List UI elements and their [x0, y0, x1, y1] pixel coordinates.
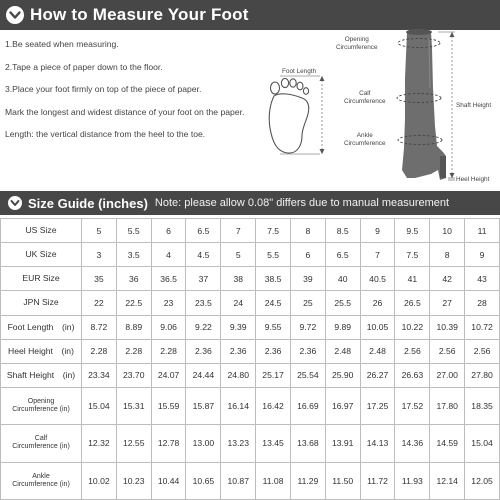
table-cell: 17.80: [430, 387, 465, 424]
calf-line2: Circumference: [344, 97, 386, 105]
table-cell: 41: [395, 267, 430, 291]
table-row: [1, 267, 500, 291]
table-cell: 37: [186, 267, 221, 291]
table-cell: 9.89: [325, 315, 360, 339]
table-cell: 39: [290, 267, 325, 291]
table-cell: 7: [221, 219, 256, 243]
row-label: JPN Size: [1, 291, 82, 315]
table-cell: 7.5: [256, 219, 291, 243]
table-cell: 13.00: [186, 425, 221, 462]
opening-line2: Circumference: [336, 43, 378, 51]
table-row: [1, 387, 500, 424]
calf-line1: Calf: [359, 90, 371, 97]
chevron-down-icon: [6, 6, 24, 24]
table-cell: 42: [430, 267, 465, 291]
row-label-line1: Calf: [34, 435, 48, 443]
table-cell: 40: [325, 267, 360, 291]
table-cell: 23.5: [186, 291, 221, 315]
table-cell: 10: [430, 219, 465, 243]
table-cell: 5.5: [116, 219, 151, 243]
table-row: [1, 219, 500, 243]
table-cell: 27: [430, 291, 465, 315]
table-cell: 12.55: [116, 425, 151, 462]
table-row: [1, 243, 500, 267]
table-cell: 8: [290, 219, 325, 243]
table-cell: 2.56: [395, 339, 430, 363]
table-cell: 10.22: [395, 315, 430, 339]
row-label: [1, 462, 82, 499]
table-cell: 15.04: [465, 425, 500, 462]
table-cell: 12.14: [430, 462, 465, 499]
row-label-line2: Circumference (in): [12, 480, 70, 488]
table-cell: 11.72: [360, 462, 395, 499]
instructions: [5, 38, 270, 151]
row-label: [1, 425, 82, 462]
table-cell: 23.34: [82, 363, 117, 387]
table-cell: 7.5: [395, 243, 430, 267]
table-cell: 25.54: [290, 363, 325, 387]
table-cell: 2.36: [221, 339, 256, 363]
table-cell: 2.36: [256, 339, 291, 363]
instruction-length: Length: the vertical distance from the heel to the toe.: [5, 129, 206, 139]
table-cell: 2.48: [360, 339, 395, 363]
table-row: [1, 315, 500, 339]
opening-line1: Opening: [344, 36, 369, 43]
table-cell: 8: [430, 243, 465, 267]
size-table: [0, 218, 500, 500]
table-cell: 26.63: [395, 363, 430, 387]
table-cell: 14.13: [360, 425, 395, 462]
table-cell: 2.28: [116, 339, 151, 363]
table-cell: 8.89: [116, 315, 151, 339]
foot-length-label: Foot Length: [282, 68, 317, 75]
table-cell: 10.87: [221, 462, 256, 499]
table-cell: 36: [116, 267, 151, 291]
table-cell: 10.05: [360, 315, 395, 339]
table-row: [1, 462, 500, 499]
chevron-down-icon: [8, 196, 22, 210]
table-cell: 3.5: [116, 243, 151, 267]
table-cell: 12.05: [465, 462, 500, 499]
heel-height-label: Heel Height: [456, 176, 490, 183]
table-cell: 25: [290, 291, 325, 315]
table-cell: 7: [360, 243, 395, 267]
opening-circumference-label: [336, 36, 378, 51]
table-row: [1, 291, 500, 315]
table-cell: 9.22: [186, 315, 221, 339]
table-cell: 16.69: [290, 387, 325, 424]
table-cell: 10.65: [186, 462, 221, 499]
table-cell: 27.00: [430, 363, 465, 387]
foot-outline-icon: [262, 62, 340, 162]
ankle-line1: Ankle: [356, 132, 373, 139]
table-cell: 24.80: [221, 363, 256, 387]
size-guide-title: Size Guide (inches): [28, 195, 148, 211]
table-cell: 14.59: [430, 425, 465, 462]
table-cell: 2.36: [290, 339, 325, 363]
table-cell: 26: [360, 291, 395, 315]
table-cell: 17.25: [360, 387, 395, 424]
table-cell: 2.56: [465, 339, 500, 363]
row-label: EUR Size: [1, 267, 82, 291]
table-cell: 9.72: [290, 315, 325, 339]
table-cell: 18.35: [465, 387, 500, 424]
instruction-step-3: 3.Place your foot firmly on top of the piece of paper.: [5, 84, 202, 94]
row-label: US Size: [1, 219, 82, 243]
table-cell: 9.55: [256, 315, 291, 339]
table-cell: 15.59: [151, 387, 186, 424]
table-cell: 15.31: [116, 387, 151, 424]
row-label: Heel Height (in): [1, 339, 82, 363]
table-cell: 9.06: [151, 315, 186, 339]
table-cell: 10.72: [465, 315, 500, 339]
ankle-line2: Circumference: [344, 139, 386, 147]
table-cell: 28: [465, 291, 500, 315]
table-cell: 35: [82, 267, 117, 291]
ankle-circumference-label: [344, 132, 386, 147]
table-cell: 2.28: [151, 339, 186, 363]
row-label-line1: Opening: [27, 398, 55, 406]
row-label-line2: Circumference (in): [12, 443, 70, 451]
table-cell: 5: [82, 219, 117, 243]
table-cell: 3: [82, 243, 117, 267]
shaft-height-label: Shaft Height: [456, 102, 492, 109]
table-cell: 9: [465, 243, 500, 267]
row-label: Foot Length (in): [1, 315, 82, 339]
table-cell: 15.04: [82, 387, 117, 424]
table-cell: 11: [465, 219, 500, 243]
table-cell: 6.5: [325, 243, 360, 267]
table-cell: 27.80: [465, 363, 500, 387]
table-cell: 2.36: [186, 339, 221, 363]
boot-diagram: [330, 28, 500, 188]
row-label: UK Size: [1, 243, 82, 267]
foot-diagram: [262, 62, 340, 162]
table-cell: 13.91: [325, 425, 360, 462]
table-row: [1, 363, 500, 387]
table-cell: 6: [290, 243, 325, 267]
table-cell: 12.78: [151, 425, 186, 462]
table-cell: 26.27: [360, 363, 395, 387]
calf-circumference-label: [344, 90, 386, 105]
instruction-step-2: 2.Tape a piece of paper down to the floor.: [5, 61, 163, 72]
table-cell: 24.5: [256, 291, 291, 315]
table-cell: 6: [151, 219, 186, 243]
table-cell: 24.07: [151, 363, 186, 387]
table-cell: 10.39: [430, 315, 465, 339]
table-cell: 11.50: [325, 462, 360, 499]
table-cell: 9.39: [221, 315, 256, 339]
table-cell: 11.93: [395, 462, 430, 499]
table-cell: 9.5: [395, 219, 430, 243]
table-cell: 10.23: [116, 462, 151, 499]
table-cell: 14.36: [395, 425, 430, 462]
row-label-line1: Ankle: [32, 472, 50, 480]
size-guide-note: Note: please allow 0.08" differs due to manual measurement: [154, 197, 450, 209]
table-cell: 36.5: [151, 267, 186, 291]
table-cell: 12.32: [82, 425, 117, 462]
table-cell: 22: [82, 291, 117, 315]
table-cell: 8.72: [82, 315, 117, 339]
table-cell: 16.97: [325, 387, 360, 424]
row-label: Shaft Height (in): [1, 363, 82, 387]
size-guide-header: [0, 191, 500, 215]
table-cell: 13.68: [290, 425, 325, 462]
table-cell: 38: [221, 267, 256, 291]
table-cell: 5.5: [256, 243, 291, 267]
table-cell: 23: [151, 291, 186, 315]
table-cell: 43: [465, 267, 500, 291]
table-cell: 11.29: [290, 462, 325, 499]
table-cell: 10.44: [151, 462, 186, 499]
table-row: [1, 339, 500, 363]
row-label: [1, 387, 82, 424]
table-cell: 2.28: [82, 339, 117, 363]
measure-title: How to Measure Your Foot: [30, 5, 249, 24]
table-cell: 15.87: [186, 387, 221, 424]
table-cell: 5: [221, 243, 256, 267]
table-cell: 26.5: [395, 291, 430, 315]
table-cell: 9: [360, 219, 395, 243]
table-row: [1, 425, 500, 462]
table-cell: 11.08: [256, 462, 291, 499]
table-cell: 23.70: [116, 363, 151, 387]
row-label-line2: Circumference (in): [12, 406, 70, 414]
table-cell: 25.90: [325, 363, 360, 387]
table-cell: 25.5: [325, 291, 360, 315]
table-cell: 4.5: [186, 243, 221, 267]
table-cell: 38.5: [256, 267, 291, 291]
table-cell: 13.45: [256, 425, 291, 462]
instruction-step-1: 1.Be seated when measuring.: [5, 39, 119, 49]
table-cell: 8.5: [325, 219, 360, 243]
table-cell: 2.48: [325, 339, 360, 363]
table-cell: 6.5: [186, 219, 221, 243]
table-cell: 17.52: [395, 387, 430, 424]
table-cell: 16.42: [256, 387, 291, 424]
table-cell: 40.5: [360, 267, 395, 291]
table-cell: 4: [151, 243, 186, 267]
measure-header: [0, 0, 500, 30]
table-cell: 16.14: [221, 387, 256, 424]
instruction-mark: Mark the longest and widest distance of your foot on the paper.: [5, 106, 245, 117]
table-cell: 10.02: [82, 462, 117, 499]
table-cell: 2.56: [430, 339, 465, 363]
table-cell: 22.5: [116, 291, 151, 315]
table-cell: 24: [221, 291, 256, 315]
table-cell: 25.17: [256, 363, 291, 387]
table-cell: 24.44: [186, 363, 221, 387]
table-cell: 13.23: [221, 425, 256, 462]
